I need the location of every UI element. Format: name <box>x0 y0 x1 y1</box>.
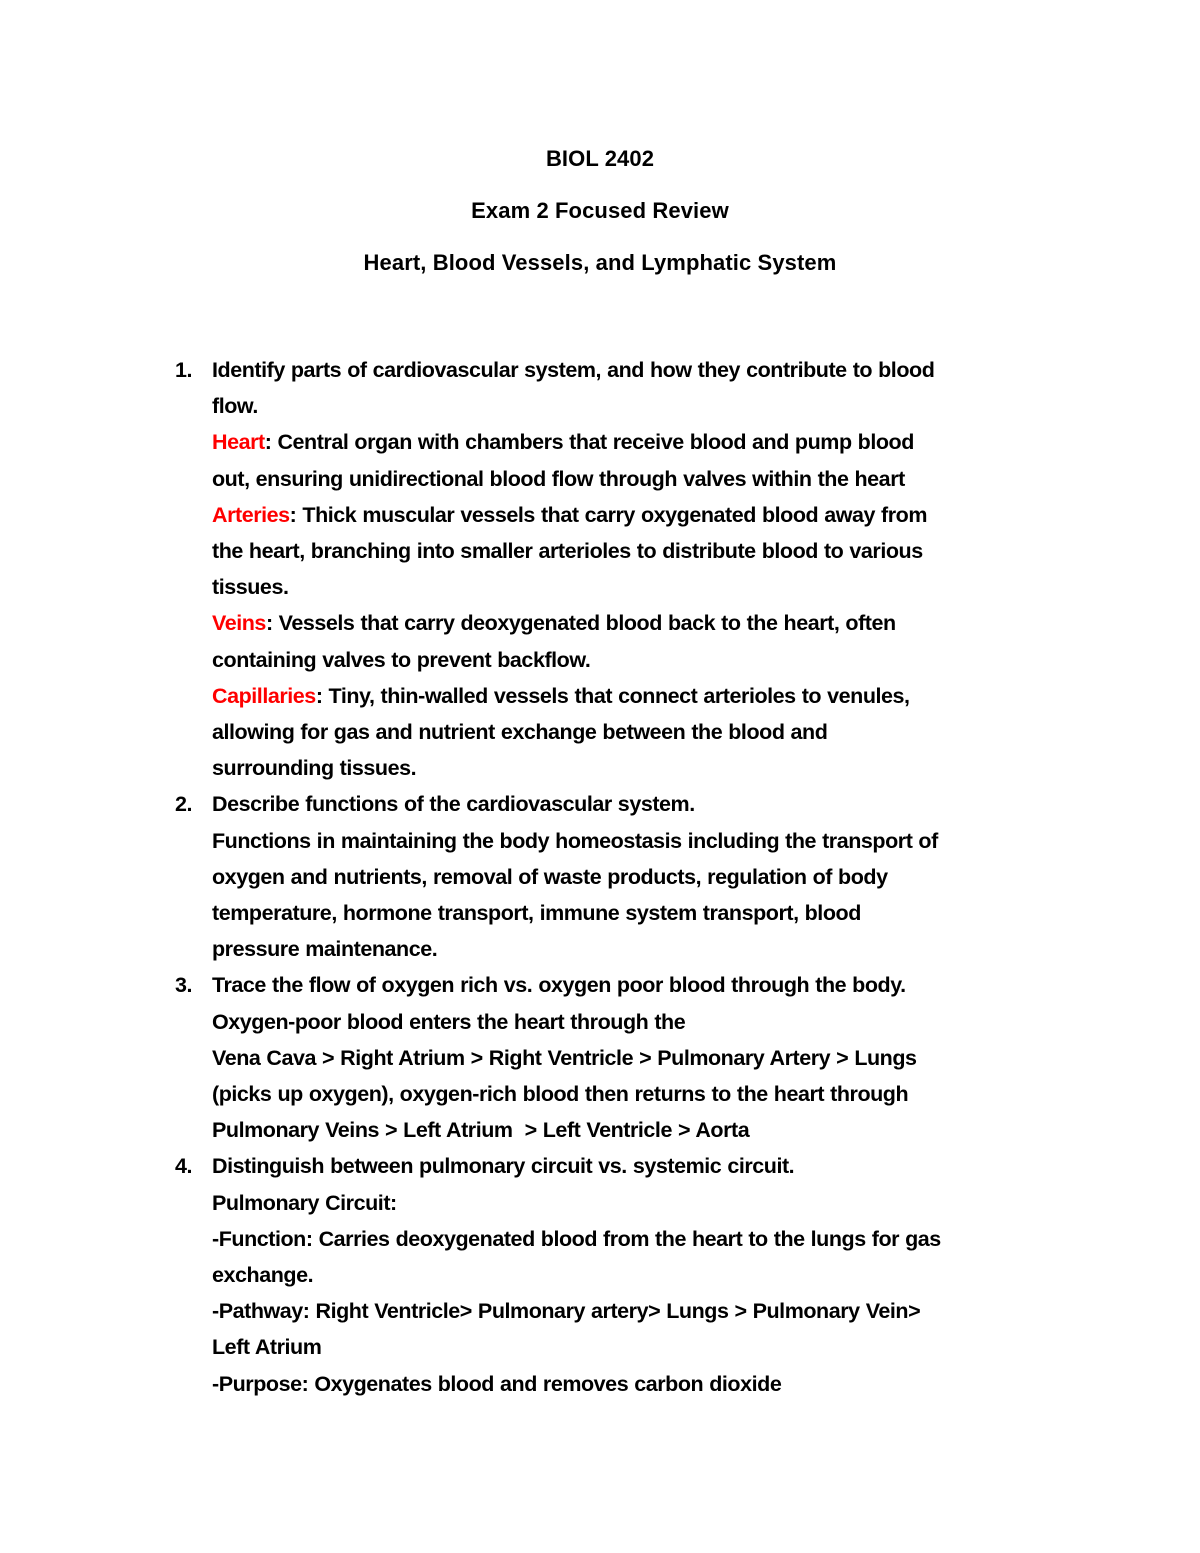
question-text: Trace the flow of oxygen rich vs. oxygen poor blood through the body. <box>212 973 906 998</box>
answer-text: temperature, hormone transport, immune system transport, blood <box>212 901 861 926</box>
item-number: 3. <box>175 973 193 998</box>
answer-text: oxygen and nutrients, removal of waste products, regulation of body <box>212 864 888 889</box>
item-number: 2. <box>175 792 193 817</box>
topic-title: Heart, Blood Vessels, and Lymphatic System <box>363 250 837 275</box>
question-text: Describe functions of the cardiovascular system. <box>212 792 695 817</box>
blood-flow-path: Vena Cava > Right Atrium > Right Ventricle > Pulmonary Artery > Lungs <box>212 1045 917 1070</box>
course-title: BIOL 2402 <box>545 146 655 171</box>
definition-text: the heart, branching into smaller arterioles to distribute blood to various <box>212 539 923 564</box>
purpose-text: -Purpose: Oxygenates blood and removes carbon dioxide <box>212 1371 782 1396</box>
subheading-pulmonary-circuit: Pulmonary Circuit: <box>212 1190 397 1215</box>
term-definition-heart <box>212 424 1075 460</box>
definition-text: : Tiny, thin-walled vessels that connect arterioles to venules, <box>315 683 910 708</box>
term-label: Heart <box>212 430 265 455</box>
answer-text: Oxygen-poor blood enters the heart through the <box>212 1009 686 1034</box>
term-label: Arteries <box>212 502 290 527</box>
review-item-2 <box>175 786 1075 967</box>
review-item-4 <box>175 1148 1075 1401</box>
definition-text: : Vessels that carry deoxygenated blood back to the heart, often <box>265 611 896 636</box>
definition-text: : Thick muscular vessels that carry oxygenated blood away from <box>289 502 928 527</box>
answer-text: (picks up oxygen), oxygen-rich blood then returns to the heart through <box>212 1082 909 1107</box>
pathway-text: Left Atrium <box>212 1335 322 1360</box>
definition-text: containing valves to prevent backflow. <box>212 647 591 672</box>
review-item-1 <box>175 352 1075 786</box>
definition-text: out, ensuring unidirectional blood flow through valves within the heart <box>212 466 905 491</box>
term-label: Veins <box>212 611 266 636</box>
definition-text: surrounding tissues. <box>212 756 417 781</box>
definition-text: : Central organ with chambers that receive blood and pump blood <box>264 430 914 455</box>
term-definition-arteries <box>212 497 1075 533</box>
answer-text: Functions in maintaining the body homeostasis including the transport of <box>212 828 938 853</box>
definition-text: tissues. <box>212 575 289 600</box>
definition-text: allowing for gas and nutrient exchange between the blood and <box>212 720 828 745</box>
question-text: Distinguish between pulmonary circuit vs. systemic circuit. <box>212 1154 795 1179</box>
function-text: -Function: Carries deoxygenated blood from the heart to the lungs for gas <box>212 1226 941 1251</box>
function-text: exchange. <box>212 1263 314 1288</box>
item-number: 4. <box>175 1154 193 1179</box>
review-item-3 <box>175 967 1075 1148</box>
blood-flow-path: Pulmonary Veins > Left Atrium > Left Ventricle > Aorta <box>212 1118 750 1143</box>
term-definition-capillaries <box>212 678 1075 714</box>
question-text: flow. <box>212 394 258 419</box>
answer-text: pressure maintenance. <box>212 937 438 962</box>
question-text: Identify parts of cardiovascular system, and how they contribute to blood <box>212 358 935 382</box>
term-definition-veins <box>212 605 1075 641</box>
term-label: Capillaries <box>212 683 316 708</box>
review-question-list <box>175 352 1075 1402</box>
exam-title: Exam 2 Focused Review <box>471 198 729 223</box>
item-number: 1. <box>175 358 193 382</box>
pathway-text: -Pathway: Right Ventricle> Pulmonary artery> Lungs > Pulmonary Vein> <box>212 1299 921 1324</box>
